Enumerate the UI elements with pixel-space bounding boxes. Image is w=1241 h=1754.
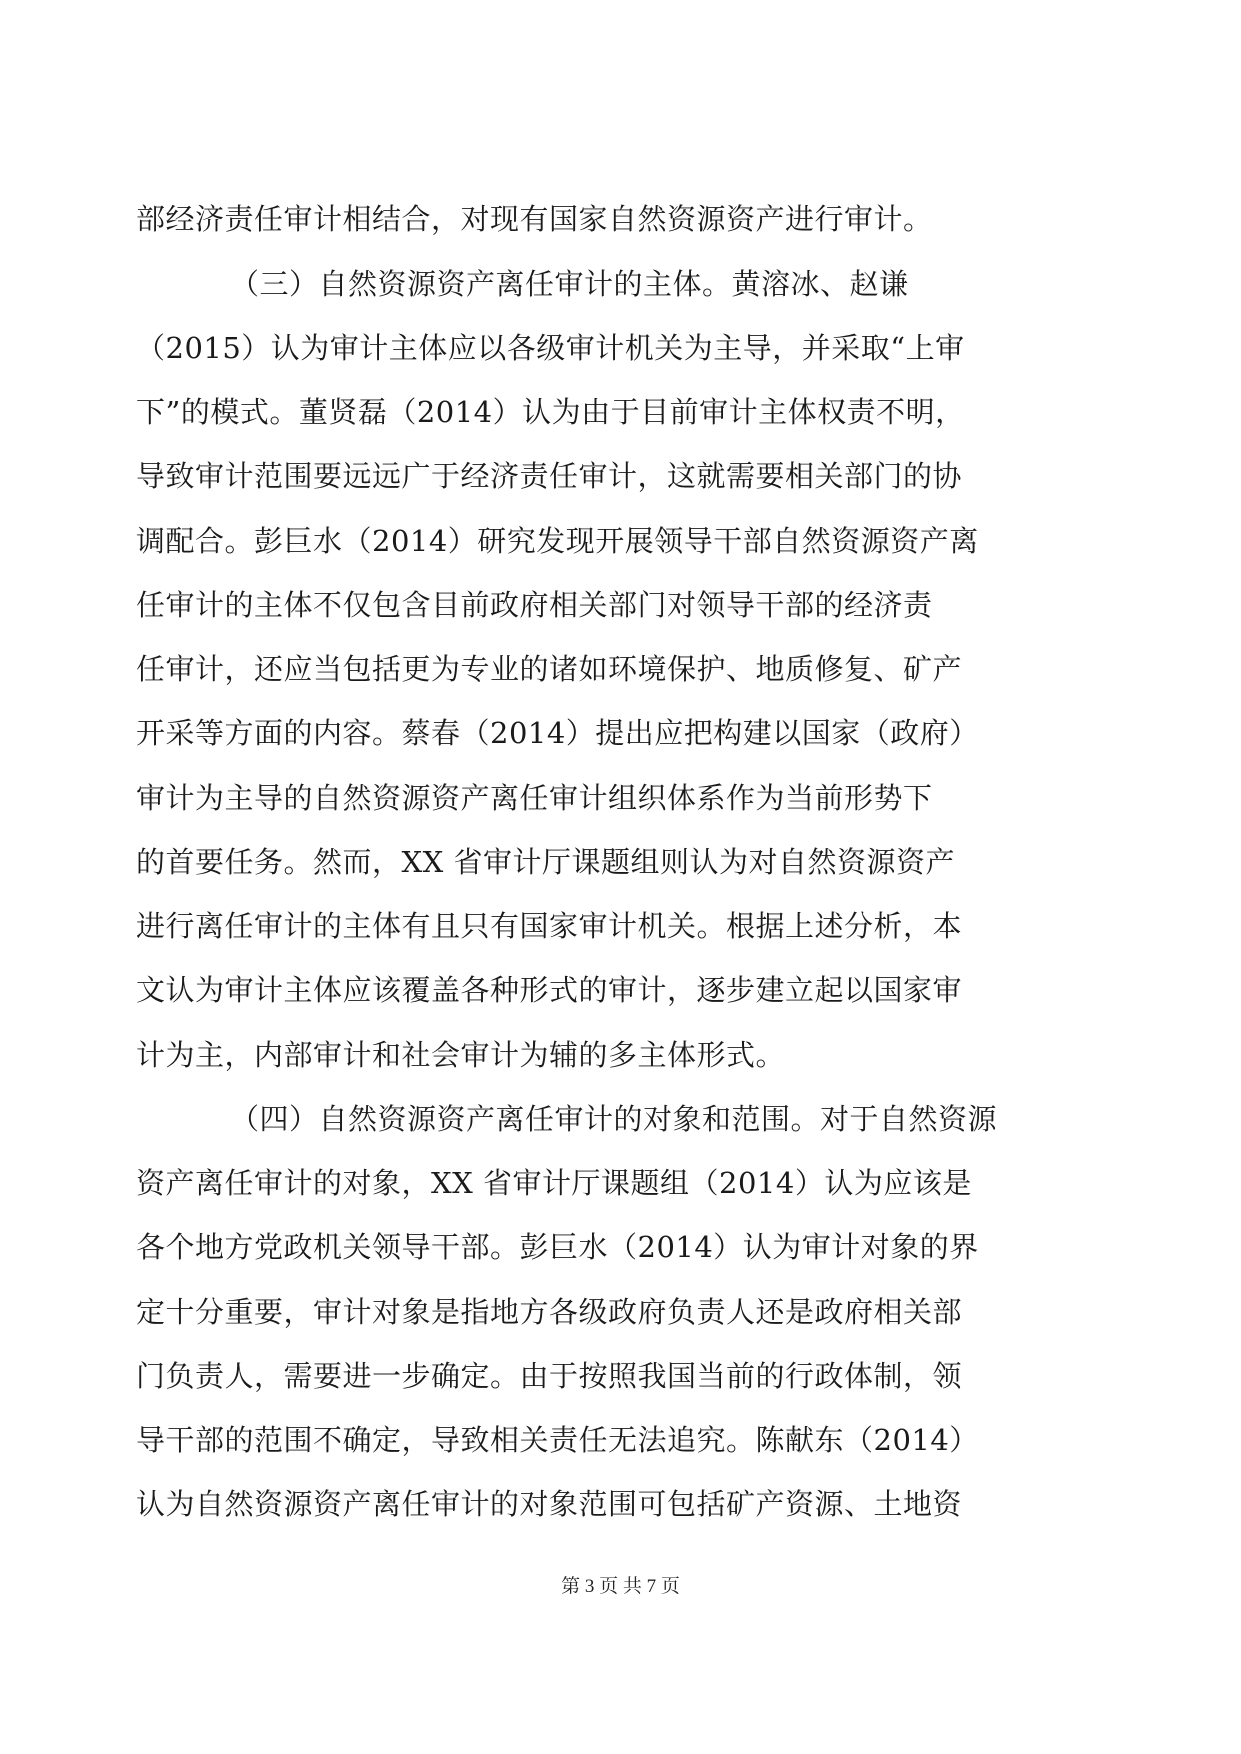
text-line-10: 审计为主导的自然资源资产离任审计组织体系作为当前形势下 xyxy=(136,781,933,815)
text-line-18: 定十分重要，审计对象是指地方各级政府负责人还是政府相关部 xyxy=(136,1295,963,1329)
text-line-13: 文认为审计主体应该覆盖各种形式的审计，逐步建立起以国家审 xyxy=(136,973,963,1007)
text-line-7: 任审计的主体不仅包含目前政府相关部门对领导干部的经济责 xyxy=(136,588,933,622)
page-number-footer: 第 3 页 共 7 页 xyxy=(561,1576,680,1597)
text-line-9: 开采等方面的内容。蔡春（2014）提出应把构建以国家（政府） xyxy=(136,716,979,750)
text-line-3: （2015）认为审计主体应以各级审计机关为主导，并采取“上审 xyxy=(136,331,965,365)
text-line-6: 调配合。彭巨水（2014）研究发现开展领导干部自然资源资产离 xyxy=(136,524,979,558)
text-line-8: 任审计，还应当包括更为专业的诸如环境保护、地质修复、矿产 xyxy=(136,652,963,686)
text-line-17: 各个地方党政机关领导干部。彭巨水（2014）认为审计对象的界 xyxy=(136,1230,979,1264)
paragraph-4-heading-line: （四）自然资源资产离任审计的对象和范围。对于自然资源 xyxy=(230,1102,998,1136)
text-line-12: 进行离任审计的主体有且只有国家审计机关。根据上述分析，本 xyxy=(136,909,963,943)
text-line-16: 资产离任审计的对象，XX 省审计厅课题组（2014）认为应该是 xyxy=(136,1166,972,1200)
text-line-19: 门负责人，需要进一步确定。由于按照我国当前的行政体制，领 xyxy=(136,1359,963,1393)
text-line-4: 下”的模式。董贤磊（2014）认为由于目前审计主体权责不明， xyxy=(136,395,965,429)
text-line-1: 部经济责任审计相结合，对现有国家自然资源资产进行审计。 xyxy=(136,202,933,236)
paragraph-3-heading-line: （三）自然资源资产离任审计的主体。黄溶冰、赵谦 xyxy=(230,267,909,301)
text-line-20: 导干部的范围不确定，导致相关责任无法追究。陈献东（2014） xyxy=(136,1423,979,1457)
text-line-5: 导致审计范围要远远广于经济责任审计，这就需要相关部门的协 xyxy=(136,459,963,493)
text-line-21: 认为自然资源资产离任审计的对象范围可包括矿产资源、土地资 xyxy=(136,1487,963,1521)
text-line-14: 计为主，内部审计和社会审计为辅的多主体形式。 xyxy=(136,1038,786,1072)
text-line-11: 的首要任务。然而，XX 省审计厅课题组则认为对自然资源资产 xyxy=(136,845,956,879)
